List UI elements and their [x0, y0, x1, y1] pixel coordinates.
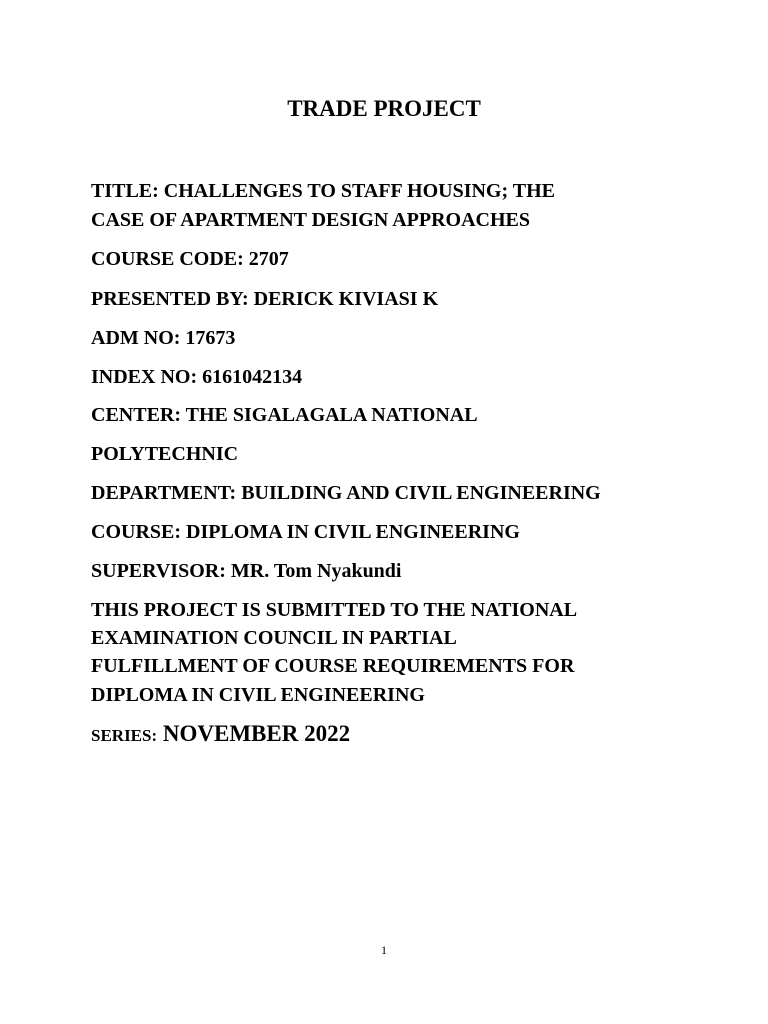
course: COURSE: DIPLOMA IN CIVIL ENGINEERING	[91, 521, 520, 543]
presented-by: PRESENTED BY: DERICK KIVIASI K	[91, 288, 439, 310]
submission-statement-line-4: DIPLOMA IN CIVIL ENGINEERING	[91, 684, 425, 706]
project-title-line-1: TITLE: CHALLENGES TO STAFF HOUSING; THE	[91, 180, 556, 202]
submission-statement-line-1: THIS PROJECT IS SUBMITTED TO THE NATIONAL	[91, 599, 578, 621]
page-number: 1	[381, 943, 387, 957]
supervisor: SUPERVISOR: MR. Tom Nyakundi	[91, 560, 402, 582]
index-number: INDEX NO: 6161042134	[91, 366, 303, 388]
center-line-2: POLYTECHNIC	[91, 443, 239, 465]
department: DEPARTMENT: BUILDING AND CIVIL ENGINEERING	[91, 482, 601, 504]
center-line-1: CENTER: THE SIGALAGALA NATIONAL	[91, 404, 478, 426]
series-label: SERIES:	[91, 726, 158, 745]
series	[91, 720, 350, 750]
series-value: NOVEMBER 2022	[157, 721, 351, 746]
project-title-line-2: CASE OF APARTMENT DESIGN APPROACHES	[91, 209, 530, 231]
document-heading: TRADE PROJECT	[287, 96, 481, 121]
submission-statement-line-3: FULFILLMENT OF COURSE REQUIREMENTS FOR	[91, 655, 575, 677]
submission-statement-line-2: EXAMINATION COUNCIL IN PARTIAL	[91, 627, 457, 649]
course-code: COURSE CODE: 2707	[91, 248, 289, 270]
admission-number: ADM NO: 17673	[91, 327, 236, 349]
